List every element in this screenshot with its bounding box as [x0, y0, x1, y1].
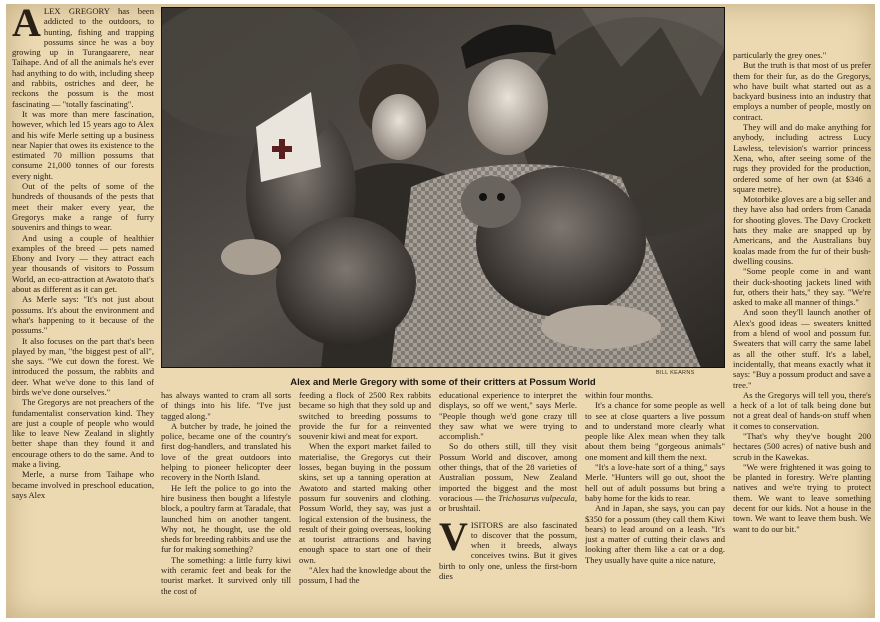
photo-image — [161, 7, 725, 368]
drop-cap: A — [12, 6, 41, 45]
paragraph: "Alex had the knowledge about the possum, I had the — [299, 565, 431, 586]
paragraph: And soon they'll launch another of Alex's good ideas — sweaters knitted from a blend of wool and possum fur. Sweaters that will carry the same label as all the other stuff. It's a label, incidentally, that means exactly what it says: "Buy a possum product and save a tree." — [733, 307, 871, 390]
paragraph: "That's why they've bought 200 hectares (500 acres) of native bush and scrub in the Kawekas. — [733, 430, 871, 462]
paragraph-text: , or brushtail. — [439, 492, 577, 514]
paragraph: has always wanted to cram all sorts of things into his life. "I've just tagged along." — [161, 390, 291, 421]
photo-alex-and-merle-gregory — [161, 7, 725, 368]
paragraph: Merle, a nurse from Taihape who became involved in preschool education, says Alex — [12, 469, 154, 500]
article-column-2 — [161, 390, 291, 614]
paragraph: educational experience to interpret the displays, so off we went," says Merle. "People though we'd gone crazy till they saw what we were trying to accomplish." — [439, 390, 577, 442]
paragraph: "Some people come in and want their duck-shooting jackets lined with fur, others their hats," they say. "We're asked to make all manner of things." — [733, 266, 871, 308]
paragraph: The Gregorys are not preachers of the fundamentalist conservation kind. They are just a couple of people who would like to leave New Zealand in slightly better shape than they found it and encourage others to do the same. And to make a living. — [12, 397, 154, 470]
paragraph: They will and do make anything for anybody, including actress Lucy Lawless, television's warrior princess Xena, who, after seeing some of the rugs they provided for the production, ordered some of her own (at $346 a square metre). — [733, 122, 871, 194]
paragraph: It's a chance for some people as well to see at close quarters a live possum and to understand more clearly what people like Alex mean when they talk about them being "gorgeous animals" one moment and kill them the next. — [585, 400, 725, 462]
paragraph: "We were frightened it was going to be planted in forestry. We're planting natives and we're trying to protect them. We want to leave something decent for our kids. Not a house in the town. We want to leave them bush. We want to do our bit." — [733, 461, 871, 534]
paragraph: And in Japan, she says, you can pay $350 for a possum (they call them Kiwi bears) to lead around on a leash. "It's just a matter of cutting their claws and looking after them like a cat or a dog. They usually have quite a nice nature, — [585, 503, 725, 565]
photo-caption: Alex and Merle Gregory with some of their critters at Possum World — [290, 377, 596, 388]
paragraph-text: So do others still, till they visit Possum World and discover, among other things, that of the 28 varieties of Australian possum, New Zealand imported the biggest and the most voracious — the — [439, 441, 577, 503]
article-column-3 — [299, 390, 431, 614]
lead-paragraph — [12, 6, 154, 109]
photo-credit: BILL KEARNS — [656, 370, 695, 376]
paragraph: It also focuses on the part that's been played by man, "the biggest pest of all", she says. "We cut down the forest. We introduced the possum, the rabbits and deer. What we've done to this land of birds we've done ourselves." — [12, 335, 154, 397]
paragraph: He left the police to go into the hire business then bought a lifestyle block, a poultry farm at Taradale, that launched him on another tangent. Why not, he thought, use the old sheds for breeding rabbits and use the fur for making something? — [161, 482, 291, 555]
article-column-4 — [439, 390, 577, 614]
paragraph: "It's a love-hate sort of a thing," says Merle. "Hunters will go out, shoot the hell out of adult possums but bring a baby home for the kids to rear. — [585, 462, 725, 503]
article-column-6 — [733, 50, 871, 614]
paragraph: Out of the pelts of some of the hundreds of thousands of the pests that meet their maker every year, the Gregorys make a range of furry souvenirs and things to wear. — [12, 181, 154, 233]
paragraph — [439, 441, 577, 513]
paragraph: It was more than mere fascination, however, which led 15 years ago to Alex and his wife Merle setting up a business near Napier that owes its existence to the estimated 70 million possums that consume 21,000 tonnes of our forests every night. — [12, 108, 154, 181]
paragraph: As Merle says: "It's not just about possums. It's about the environment and what's happening to it because of the possums." — [12, 294, 154, 336]
paragraph-text: ISITORS are also fascinated to discover that the possum, when it breeds, always conceives twins. But it gives birth to only one, unless the first-born dies — [439, 519, 577, 582]
paragraph: within four months. — [585, 390, 654, 400]
paragraph: A butcher by trade, he joined the police, became one of the country's first dog-handlers, and translated his love of the great outdoors into helping to pioneer helicopter deer recovery in the North Island. — [161, 420, 291, 483]
paragraph: The something: a little furry kiwi with ceramic feet and beak for the tourist market. It survived only till the cost of — [161, 554, 291, 596]
paragraph: And using a couple of healthier examples of the breed — pets named Ebony and Ivory — they attract each year thousands of visitors to Possum World, an eco-attraction at Awatoto that's about as different as it can get. — [12, 232, 154, 295]
paragraph: Motorbike gloves are a big seller and they have also had orders from Canada for shooting gloves. The Davy Crockett hats they make are snapped up by Americans, and the Australians buy koalas made from the fur of their bush-dwelling cousins. — [733, 194, 871, 266]
species-name: Trichosurus vulpecula — [498, 492, 575, 503]
paragraph-text: LEX GREGORY has been addicted to the outdoors, to hunting, fishing and trapping possums since he was a boy growing up in Turangaarere, near Taihape. And of all the animals he's ever had anything to do with, including sheep and rabbits, ostriches and deer, he reckons the possum is the most fascinating — "totally fascinating". — [12, 6, 154, 109]
paragraph: feeding a flock of 2500 Rex rabbits became so high that they sold up and switched to breeding possums to provide the fur for a reinvented souvenir kiwi and meat for export. — [299, 390, 431, 442]
drop-cap: V — [439, 513, 468, 559]
paragraph: As the Gregorys will tell you, there's a heck of a lot of talk being done but not a great deal of hands-on stuff when it comes to conservation. — [733, 389, 871, 431]
paragraph-drop-cap — [439, 513, 577, 582]
paragraph: When the export market failed to materialise, the Gregorys cut their losses, began buying in the possum skins, set up a tanning operation at Awatoto and started making other possum fur souvenirs and clothing. Possum World, they say, was just a logical extension of the business, the result of their going overseas, looking at tourist attractions and having enough space to start one of their own. — [299, 441, 431, 565]
article-column-5 — [585, 390, 725, 614]
article-column-1 — [12, 6, 154, 614]
paragraph: But the truth is that most of us prefer them for their fur, as do the Gregorys, who have built what started out as a backyard business into an industry that employs a number of people, mostly on contract. — [733, 60, 871, 122]
paragraph: particularly the grey ones." — [733, 50, 827, 60]
newspaper-clipping — [6, 4, 875, 618]
